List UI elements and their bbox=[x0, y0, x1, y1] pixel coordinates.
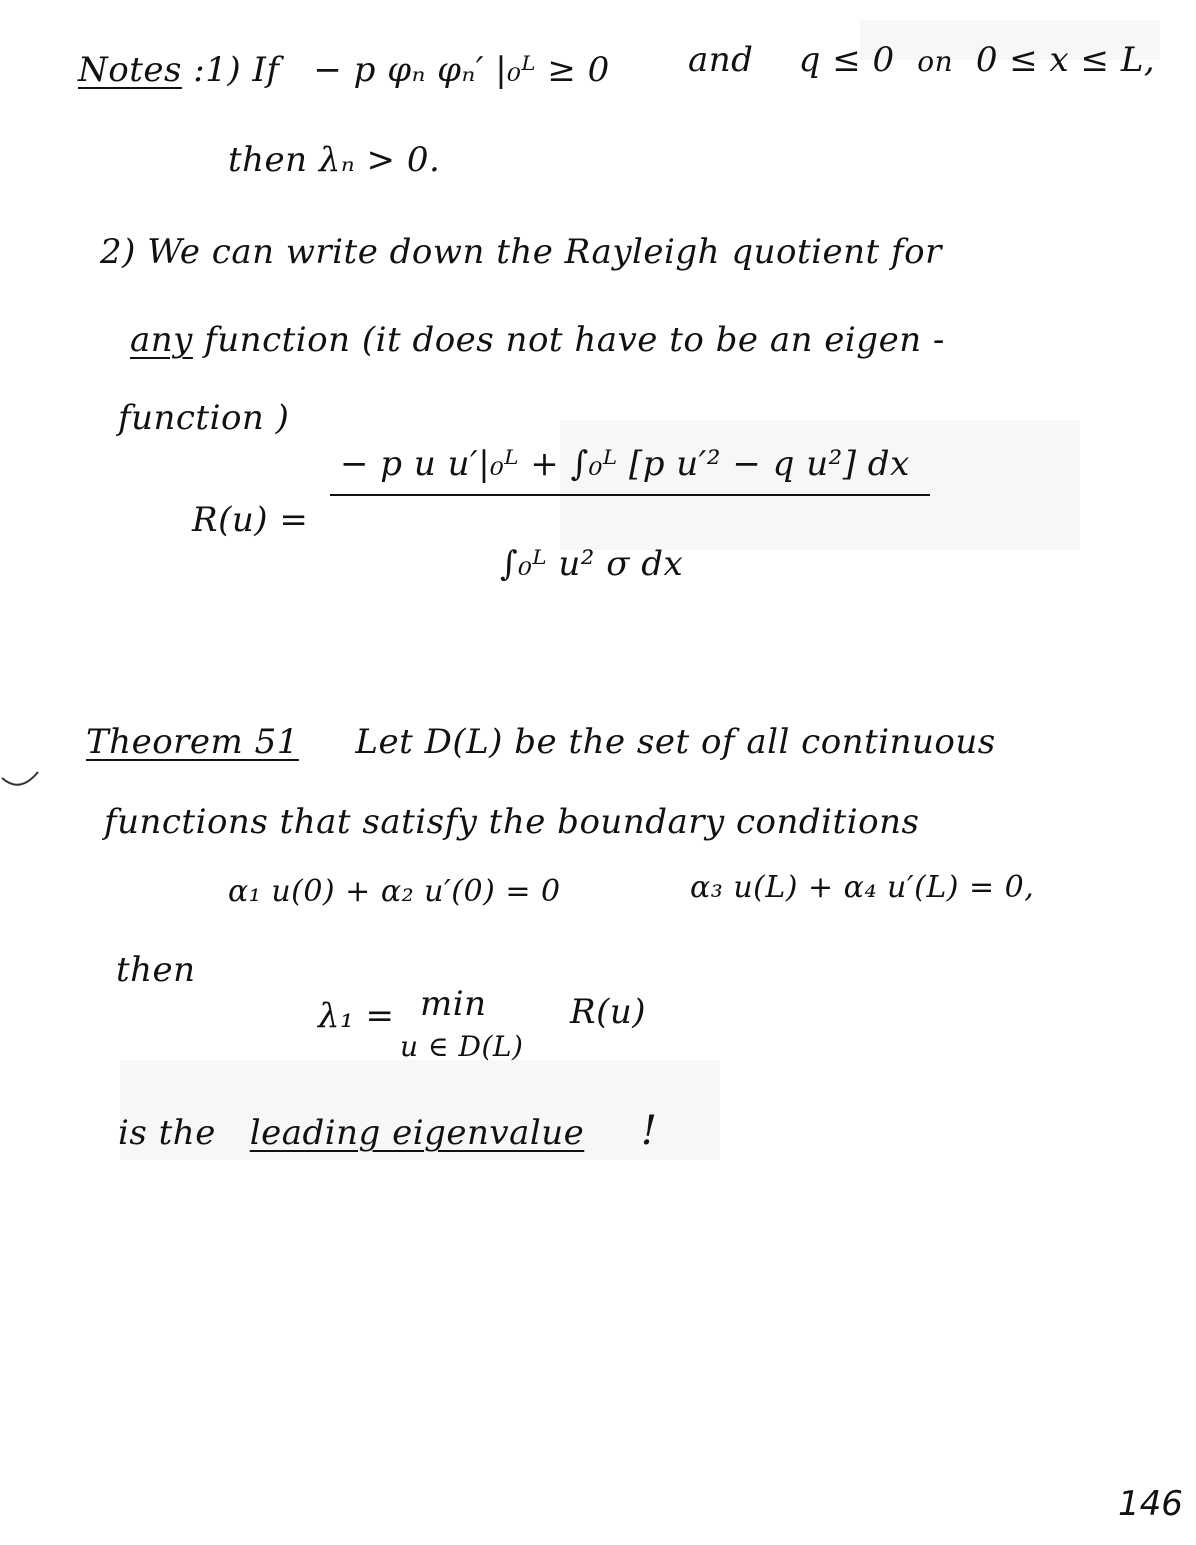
theorem-then: then bbox=[116, 950, 196, 990]
rayleigh-denominator: ∫₀ᴸ u² σ dx bbox=[500, 544, 684, 584]
theorem-label: Theorem 51 bbox=[86, 722, 299, 762]
notes-item1-number: :1) bbox=[193, 50, 242, 90]
theorem-min: min bbox=[420, 984, 487, 1024]
theorem-conclusion-prefix: is the bbox=[118, 1113, 216, 1153]
notes-item1-on: on bbox=[917, 45, 954, 78]
theorem-exclaim: ! bbox=[640, 1108, 658, 1154]
notes-item2-any: any bbox=[130, 320, 193, 360]
notes-line-1 bbox=[78, 50, 610, 90]
notes-item1-then: then λₙ > 0. bbox=[228, 140, 441, 180]
theorem-line1 bbox=[86, 722, 996, 762]
theorem-lambda-lhs: λ₁ = bbox=[318, 996, 395, 1036]
theorem-conclusion-emph: leading eigenvalue bbox=[249, 1113, 585, 1153]
notes-label: Notes bbox=[78, 50, 182, 90]
rayleigh-fraction-bar bbox=[330, 494, 930, 496]
notes-item1-if: If bbox=[252, 50, 280, 90]
notes-item2-line1: 2) We can write down the Rayleigh quotient for bbox=[100, 232, 942, 272]
page-number: 146 bbox=[1118, 1484, 1183, 1524]
rayleigh-lhs: R(u) = bbox=[192, 500, 309, 540]
notes-item1-condition: − p φₙ φₙ′ |₀ᴸ ≥ 0 bbox=[313, 50, 610, 90]
notes-line-1-right bbox=[688, 40, 1155, 80]
theorem-bc-right: α₃ u(L) + α₄ u′(L) = 0, bbox=[690, 870, 1035, 905]
notes-item2-line2-rest: function (it does not have to be an eigen - bbox=[204, 320, 945, 360]
notes-item2-line3: function ) bbox=[118, 398, 290, 438]
notes-item1-range: 0 ≤ x ≤ L, bbox=[975, 40, 1156, 80]
theorem-min-sub: u ∈ D(L) bbox=[400, 1030, 524, 1063]
notes-item1-and: and bbox=[688, 40, 754, 80]
scan-shadow-middle bbox=[560, 420, 1080, 550]
theorem-bc-left: α₁ u(0) + α₂ u′(0) = 0 bbox=[228, 874, 561, 909]
theorem-line1-text: Let D(L) be the set of all continuous bbox=[355, 722, 996, 762]
theorem-conclusion bbox=[118, 1108, 657, 1154]
notes-item1-q: q ≤ 0 bbox=[798, 40, 895, 80]
theorem-line2: functions that satisfy the boundary conditions bbox=[104, 802, 920, 842]
scan-edge-mark bbox=[0, 760, 44, 800]
notes-item2-line2 bbox=[130, 320, 945, 360]
rayleigh-numerator: − p u u′|₀ᴸ + ∫₀ᴸ [p u′² − q u²] dx bbox=[340, 444, 910, 484]
theorem-min-arg: R(u) bbox=[570, 992, 647, 1032]
